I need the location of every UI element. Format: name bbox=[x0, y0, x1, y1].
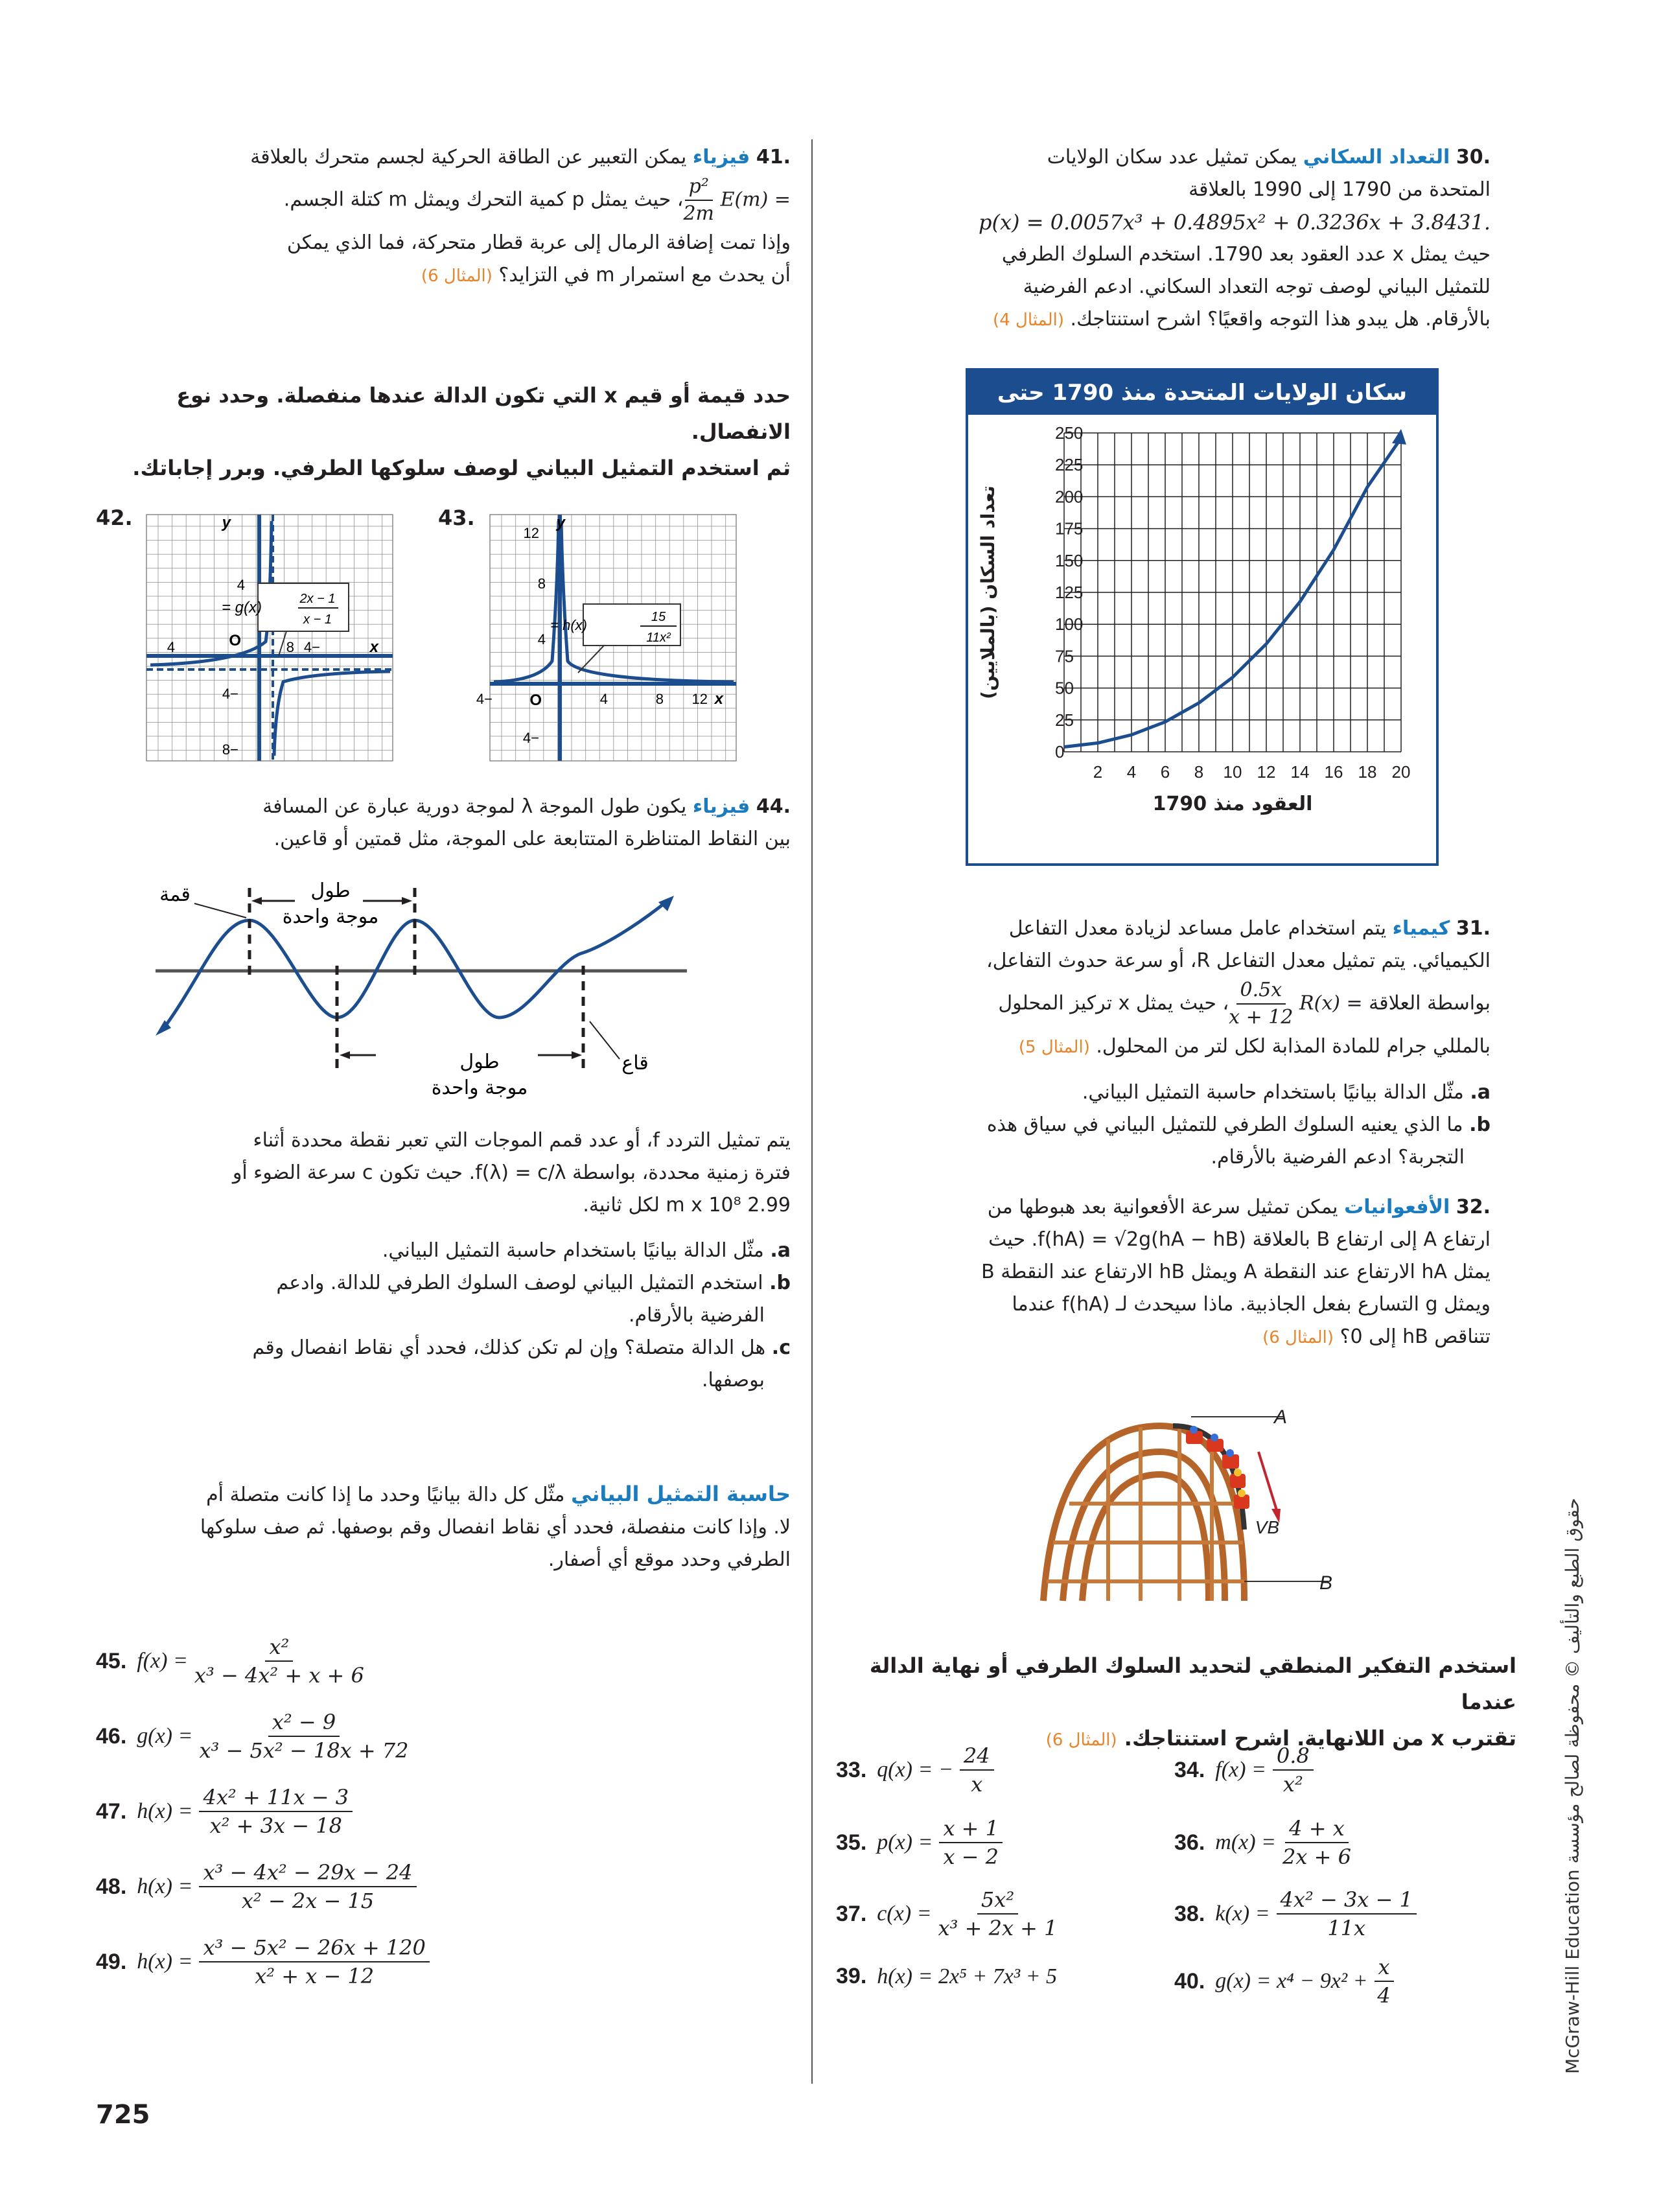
problem-title: فيزياء bbox=[692, 795, 750, 818]
instruction-text: حدد قيمة أو قيم x التي تكون الدالة عندها منفصلة. وحدد نوع الانفصال. bbox=[176, 383, 791, 444]
problem-number: .30 bbox=[1456, 146, 1491, 169]
example-reference: (المثال 4) bbox=[993, 310, 1064, 330]
point-a-label: A bbox=[1273, 1406, 1287, 1428]
problem-text: بالمللي جرام للمادة المذابة لكل لتر من المحلول. bbox=[1096, 1035, 1491, 1058]
exercise-49: 49. h(x) = $\frac{\text{x³ − 5x² − 26x + 120}}{\text{x² + x − 12}}$ bbox=[96, 1934, 430, 1990]
exercise-33: 33. q(x) = − $\frac{24}{x}$ bbox=[836, 1742, 994, 1798]
x-tick-label: 8 bbox=[1194, 762, 1204, 782]
exercise-35: 35. p(x) = $\frac{x + 1}{x - 2}$ bbox=[836, 1815, 1003, 1870]
x-tick-label: 20 bbox=[1391, 762, 1411, 782]
problem-text: للتمثيل البياني لوصف توجه التعداد السكاني. ادعم الفرضية bbox=[1023, 275, 1491, 298]
section-title: حاسبة التمثيل البياني bbox=[571, 1482, 791, 1506]
tick-label: −4 bbox=[476, 691, 493, 707]
graph-label: h(x) = bbox=[550, 617, 587, 633]
chart-title: سكان الولايات المتحدة منذ 1790 حتى 1990 bbox=[968, 371, 1436, 415]
part-text: التجربة؟ ادعم الفرضية بالأرقام. bbox=[1211, 1146, 1465, 1169]
energy-fraction: $\frac{\text{p²}}{2m}$ bbox=[683, 175, 715, 225]
part-text: الفرضية بالأرقام. bbox=[628, 1304, 765, 1327]
instruction-text: تقترب x من اللانهاية. اشرح استنتاجك. bbox=[1124, 1726, 1516, 1751]
x-tick-label: 14 bbox=[1290, 762, 1310, 782]
problem-text: ويمثل g التسارع بفعل الجاذبية. ماذا سيحدث لـ f(hA) عندما bbox=[1012, 1293, 1491, 1316]
chart-plot bbox=[968, 415, 1436, 863]
svg-text:y: y bbox=[222, 514, 231, 531]
problem-number: .41 bbox=[756, 146, 791, 169]
y-tick-label: 250 bbox=[1055, 423, 1084, 443]
instruction-text: الطرفي وحدد موقع أي أصفار. bbox=[548, 1548, 791, 1571]
wavelength-label: موجة واحدة bbox=[282, 905, 379, 928]
tick-label: −8 bbox=[222, 741, 238, 758]
tick-label: 8 bbox=[537, 576, 546, 592]
rate-fraction: $\frac{0.5x}{x + 12}$ bbox=[1229, 979, 1294, 1029]
tick-label: 12 bbox=[523, 525, 539, 541]
x-tick-label: 10 bbox=[1223, 762, 1242, 782]
problem-text: يكون طول الموجة λ لموجة دورية عبارة عن المسافة bbox=[262, 795, 687, 818]
y-axis-label: تعداد السكان (بالملايين) bbox=[977, 485, 999, 699]
part-text: هل الدالة متصلة؟ وإن لم تكن كذلك، فحدد أي نقاط انفصال وقم bbox=[252, 1336, 766, 1359]
exercise-38: 38. k(x) = $\frac{\text{4x² − 3x − 1}}{11x}$ bbox=[1174, 1886, 1417, 1942]
instruction-text: ثم استخدم التمثيل البياني لوصف سلوكها الطرفي. وبرر إجاباتك. bbox=[132, 456, 791, 480]
tick-label: 4 bbox=[599, 691, 608, 707]
x-axis-label: العقود منذ 1790 bbox=[1152, 793, 1313, 815]
tick-label: 12 bbox=[691, 691, 708, 707]
trough-label: قاع bbox=[621, 1052, 649, 1075]
example-reference: (المثال 5) bbox=[1018, 1038, 1090, 1057]
x-tick-label: 2 bbox=[1093, 762, 1103, 782]
tick-label: −4 bbox=[303, 639, 320, 655]
y-tick-label: 25 bbox=[1055, 710, 1074, 730]
problem-text: المتحدة من 1790 إلى 1990 بالعلاقة bbox=[1189, 178, 1491, 201]
problem-44 bbox=[104, 791, 791, 856]
part-label: b. bbox=[769, 1272, 791, 1294]
problem-title: التعداد السكاني bbox=[1303, 146, 1450, 169]
tick-label: −4 bbox=[522, 730, 539, 746]
exercise-45: 45. f(x) = $\frac{\text{x²}}{\text{x³ − 4x² + x + 6}}$ bbox=[96, 1635, 364, 1688]
problem-title: الأفعوانيات bbox=[1344, 1196, 1450, 1218]
part-text: بوصفها. bbox=[701, 1369, 765, 1391]
problem-text: بواسطة العلاقة bbox=[1369, 992, 1491, 1015]
problem-title: فيزياء bbox=[692, 146, 750, 169]
graph-42 bbox=[144, 512, 397, 765]
exercise-36: 36. m(x) = $\frac{4 + x}{2x + 6}$ bbox=[1174, 1816, 1351, 1869]
y-tick-label: 100 bbox=[1055, 614, 1084, 634]
problem-text: يتم تمثيل التردد f، أو عدد قمم الموجات التي تعبر نقطة محددة أثناء bbox=[253, 1129, 791, 1152]
svg-text:y: y bbox=[556, 514, 565, 531]
problem-44-body bbox=[91, 1124, 791, 1397]
problem-text: يمكن التعبير عن الطاقة الحركية لجسم متحرك بالعلاقة bbox=[250, 146, 687, 169]
part-text: مثّل الدالة بيانيًا باستخدام حاسبة التمثيل البياني. bbox=[382, 1239, 764, 1262]
problem-text: يتم استخدام عامل مساعد لزيادة معدل التفاعل bbox=[1008, 917, 1387, 940]
svg-text:15: 15 bbox=[651, 610, 666, 624]
wavelength-label: موجة واحدة bbox=[431, 1077, 528, 1099]
crest-label: قمة bbox=[159, 883, 191, 906]
instruction-text: استخدم التفكير المنطقي لتحديد السلوك الطرفي أو نهاية الدالة عندما bbox=[869, 1653, 1516, 1714]
problem-text: أن يحدث مع استمرار m في التزايد؟ bbox=[498, 264, 791, 286]
tick-label: 4 bbox=[537, 631, 546, 647]
problem-text: يمثل hA الارتفاع عند النقطة A ويمثل hB الارتفاع عند النقطة B bbox=[981, 1261, 1491, 1283]
population-chart bbox=[966, 368, 1439, 866]
discontinuity-instructions bbox=[78, 377, 791, 486]
problem-text: ارتفاع A إلى ارتفاع B بالعلاقة f(hA) = √2g(hA − hB). حيث bbox=[988, 1228, 1491, 1251]
problem-number: .31 bbox=[1456, 917, 1491, 940]
svg-text:O: O bbox=[229, 632, 241, 649]
instruction-text: لا. وإذا كانت منفصلة، فحدد أي نقاط انفصال وقم بوصفها. ثم صف سلوكها bbox=[200, 1516, 791, 1539]
tick-label: 4 bbox=[167, 639, 175, 655]
column-divider bbox=[811, 139, 813, 2084]
problem-number: .32 bbox=[1456, 1196, 1491, 1218]
problem-text: وإذا تمت إضافة الرمال إلى عربة قطار متحركة، فما الذي يمكن bbox=[286, 231, 791, 254]
problem-text: ، حيث يمثل p كمية التحرك ويمثل m كتلة الجسم. bbox=[283, 188, 684, 211]
svg-text:O: O bbox=[529, 692, 542, 709]
x-tick-label: 12 bbox=[1257, 762, 1276, 782]
y-tick-label: 0 bbox=[1055, 742, 1065, 762]
roller-coaster-illustration bbox=[1030, 1400, 1380, 1620]
problem-text: 2.99 m x 10⁸ لكل ثانية. bbox=[583, 1194, 791, 1217]
example-reference: (المثال 6) bbox=[421, 266, 493, 286]
wave-diagram bbox=[143, 875, 700, 1108]
point-b-label: B bbox=[1319, 1572, 1332, 1594]
exercise-39: 39. h(x) = 2x⁵ + 7x³ + 5 bbox=[836, 1964, 1058, 1988]
tick-label: 8 bbox=[655, 691, 664, 707]
problem-text: بين النقاط المتناظرة المتتابعة على الموجة، مثل قمتين أو قاعين. bbox=[273, 828, 791, 850]
wavelength-label: طول bbox=[459, 1051, 500, 1073]
example-reference: (المثال 6) bbox=[1262, 1328, 1334, 1347]
y-tick-label: 150 bbox=[1055, 550, 1084, 570]
tick-label: 8 bbox=[286, 639, 294, 655]
problem-text: تتناقص hB إلى 0؟ bbox=[1340, 1325, 1491, 1348]
problem-32 bbox=[830, 1191, 1491, 1354]
part-text: استخدم التمثيل البياني لوصف السلوك الطرفي للدالة. وادعم bbox=[276, 1272, 763, 1294]
problem-31: .31 كيمياء يتم استخدام عامل مساعد لزيادة معدل التفاعل الكيميائي. يتم تمثيل معدل التفاعل R، أو سرعة حدوث التفاعل، بواسطة العلاقة R(x) = $\frac{0.5x}{x + 12}$ ، حيث يمثل x تركيز المحلول بالمللي جرام للمادة المذابة لكل لتر من المحلول. (المثال 5) a. مثّل الدالة بيانيًا باستخدام حاسبة التمثيل البياني. b. ما الذي يعنيه السلوك الطرفي للتمثيل البياني في سياق هذه التجربة؟ ادعم الفرضية بالأرقام. bbox=[830, 913, 1491, 1174]
graph-43 bbox=[476, 512, 740, 765]
y-tick-label: 175 bbox=[1055, 518, 1084, 539]
x-tick-label: 6 bbox=[1160, 762, 1170, 782]
y-tick-label: 75 bbox=[1055, 646, 1074, 666]
y-tick-label: 200 bbox=[1055, 487, 1084, 507]
line-arrowhead bbox=[1392, 429, 1406, 445]
problem-41 bbox=[104, 141, 791, 292]
svg-text:11x²: 11x² bbox=[646, 631, 671, 645]
exercise-46: 46. g(x) = $\frac{\text{x² − 9}}{\text{x³ − 5x² − 18x + 72}}$ bbox=[96, 1710, 409, 1763]
exercise-number-43: 43. bbox=[438, 506, 475, 530]
y-tick-label: 225 bbox=[1055, 455, 1084, 475]
part-label: c. bbox=[771, 1336, 791, 1359]
y-tick-label: 50 bbox=[1055, 678, 1074, 698]
velocity-label: VB bbox=[1255, 1517, 1279, 1537]
exercise-37: 37. c(x) = $\frac{\text{5x²}}{\text{x³ + 2x + 1}}$ bbox=[836, 1887, 1058, 1940]
x-tick-label: 4 bbox=[1126, 762, 1137, 782]
copyright-vertical bbox=[1542, 1426, 1581, 2074]
graph-label: g(x) = bbox=[221, 599, 262, 616]
exercise-48: 48. h(x) = $\frac{\text{x³ − 4x² − 29x − 24}}{\text{x² − 2x − 15}}$ bbox=[96, 1859, 417, 1915]
problem-text: يمكن تمثيل سرعة الأفعوانية بعد هبوطها من bbox=[987, 1196, 1338, 1218]
x-tick-label: 18 bbox=[1358, 762, 1377, 782]
part-label: a. bbox=[770, 1239, 791, 1262]
calculator-instructions bbox=[78, 1478, 791, 1576]
wavelength-label: طول bbox=[310, 879, 351, 902]
exercise-number-42: 42. bbox=[96, 506, 133, 530]
example-reference: (المثال 6) bbox=[1045, 1730, 1117, 1750]
svg-text:2x − 1: 2x − 1 bbox=[299, 592, 336, 606]
population-formula: p(x) = 0.0057x³ + 0.4895x² + 0.3236x + 3.8431. bbox=[979, 210, 1491, 235]
part-label: a. bbox=[1470, 1081, 1491, 1104]
tick-label: 4 bbox=[237, 577, 245, 593]
copyright-text: حقوق الطبع والتأليف © محفوظة لصالح مؤسسة McGraw-Hill Education bbox=[1562, 1498, 1583, 2074]
problem-text: الكيميائي. يتم تمثيل معدل التفاعل R، أو سرعة حدوث التفاعل، bbox=[986, 949, 1491, 972]
svg-text:x: x bbox=[369, 638, 378, 656]
problem-title: كيمياء bbox=[1392, 917, 1450, 940]
exercise-47: 47. h(x) = $\frac{\text{4x² + 11x − 3}}{\text{x² + 3x − 18}}$ bbox=[96, 1784, 353, 1839]
problem-number: .44 bbox=[756, 795, 791, 818]
page-number: 725 bbox=[96, 2100, 150, 2130]
part-label: b. bbox=[1469, 1113, 1491, 1136]
problem-30 bbox=[830, 141, 1491, 336]
exercise-34: 34. f(x) = $\frac{0.8}{\text{x²}}$ bbox=[1174, 1742, 1314, 1798]
svg-text:1 − x: 1 − x bbox=[303, 612, 332, 627]
energy-formula: E(m) = bbox=[720, 188, 791, 211]
part-text: ما الذي يعنيه السلوك الطرفي للتمثيل البياني في سياق هذه bbox=[986, 1113, 1463, 1136]
x-tick-label: 16 bbox=[1324, 762, 1343, 782]
y-tick-label: 125 bbox=[1055, 583, 1084, 602]
problem-text: بالأرقام. هل يبدو هذا التوجه واقعيًا؟ اشرح استنتاجك. bbox=[1070, 308, 1491, 331]
exercise-40: 40. g(x) = x⁴ − 9x² + $\frac{x}{4}$ bbox=[1174, 1953, 1394, 2009]
problem-text: فترة زمنية محددة، بواسطة f(λ) = c/λ. حيث تكون c سرعة الضوء أو bbox=[232, 1161, 791, 1184]
problem-text: حيث يمثل x عدد العقود بعد 1790. استخدم السلوك الطرفي bbox=[1001, 243, 1491, 266]
svg-text:x: x bbox=[714, 690, 723, 708]
problem-text: حيث يمثل x تركيز المحلول bbox=[998, 992, 1216, 1015]
part-text: مثّل الدالة بيانيًا باستخدام حاسبة التمثيل البياني. bbox=[1082, 1081, 1464, 1104]
instruction-text: مثّل كل دالة بيانيًا وحدد ما إذا كانت متصلة أم bbox=[206, 1484, 565, 1506]
tick-label: −4 bbox=[222, 686, 238, 702]
problem-text: يمكن تمثيل عدد سكان الولايات bbox=[1047, 146, 1297, 169]
